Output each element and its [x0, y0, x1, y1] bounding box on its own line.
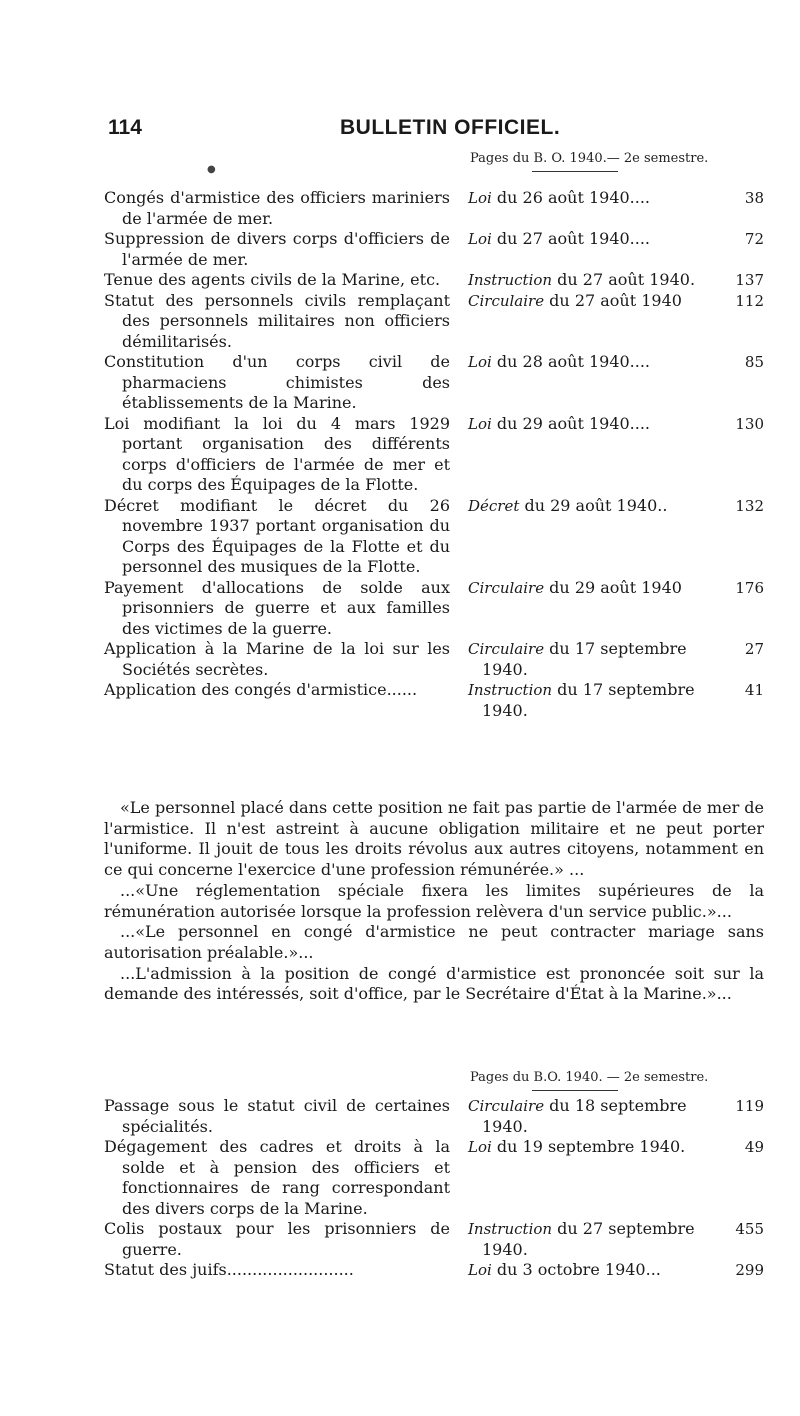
reference-date: du 17 septembre 1940.: [482, 680, 695, 720]
page-header: [108, 116, 758, 148]
reference-type: Loi: [468, 414, 492, 433]
reference-type: Instruction: [468, 271, 553, 289]
index-row: [104, 496, 764, 578]
reference-date: du 27 août 1940.: [552, 270, 696, 289]
row-subject: Décret modifiant le décret du 26 novembre 1937 portant organisation du Corps des Équipages de la Flotte et du personnel des musiques de la Flotte.: [104, 495, 450, 576]
index-row: [104, 188, 764, 229]
row-reference: [468, 229, 706, 250]
row-subject: Dégagement des cadres et droits à la solde et à pension des officiers et fonctionnaires de rang correspondant des divers corps de la Marine.: [104, 1137, 450, 1218]
row-subject: Statut des juifs.........................: [104, 1260, 354, 1279]
index-row: [104, 1260, 764, 1281]
row-page-number: 38: [744, 189, 764, 207]
row-subject: Congés d'armistice des officiers mariniers de l'armée de mer.: [104, 188, 450, 228]
row-subject: Colis postaux pour les prisonniers de guerre.: [104, 1219, 450, 1259]
row-reference: [468, 1260, 706, 1281]
row-page-number: 130: [735, 414, 764, 433]
row-subject: Application à la Marine de la loi sur les Sociétés secrètes.: [104, 639, 450, 679]
row-page-number: 85: [744, 353, 764, 371]
reference-date: du 17 septembre 1940.: [482, 639, 687, 679]
reference-type: Circulaire: [468, 578, 545, 597]
row-page-number: 137: [735, 271, 764, 289]
row-subject: Statut des personnels civils remplaçant des personnels militaires non officiers démilitarisés.: [104, 290, 450, 351]
index-row: [104, 291, 764, 353]
index-row: [104, 270, 764, 291]
reference-date: du 27 août 1940....: [491, 229, 651, 248]
paragraph: ...L'admission à la position de congé d'armistice est prononcée soit sur la demande des intéressés, soit d'office, par le Secrétaire d'État à la Marine.»...: [104, 963, 764, 1004]
running-title: BULLETIN OFFICIEL.: [340, 116, 561, 139]
reference-type: Instruction: [468, 681, 553, 699]
row-reference: [468, 1219, 706, 1260]
reference-type: Circulaire: [468, 1097, 545, 1115]
index-table-1: [104, 188, 764, 721]
reference-date: du 27 août 1940: [544, 290, 682, 310]
reference-type: Loi: [468, 353, 492, 371]
row-subject: Tenue des agents civils de la Marine, etc.: [104, 270, 441, 289]
index-row: [104, 414, 764, 496]
reference-date: du 29 août 1940....: [491, 413, 651, 433]
row-reference: [468, 270, 706, 291]
row-reference: [468, 639, 706, 680]
reference-date: du 29 août 1940: [544, 577, 682, 597]
row-page-number: 132: [735, 496, 764, 515]
row-reference: [468, 578, 706, 599]
pages-column-label: Pages du B. O. 1940.— 2e semestre.: [470, 151, 709, 166]
row-subject: Application des congés d'armistice......: [104, 680, 418, 699]
row-page-number: 176: [735, 578, 764, 597]
reference-type: Circulaire: [468, 640, 545, 658]
index-row: [104, 680, 764, 721]
reference-type: Instruction: [468, 1220, 553, 1238]
row-page-number: 41: [744, 681, 764, 699]
index-row: [104, 352, 764, 414]
reference-date: du 28 août 1940....: [491, 352, 651, 371]
reference-type: Loi: [468, 189, 492, 207]
row-subject: Payement d'allocations de solde aux prisonniers de guerre et aux familles des victimes de la guerre.: [104, 577, 450, 638]
index-row: [104, 578, 764, 640]
row-subject: Suppression de divers corps d'officiers de l'armée de mer.: [104, 229, 450, 269]
index-row: [104, 1219, 764, 1260]
row-reference: [468, 1137, 706, 1158]
index-row: [104, 1096, 764, 1137]
reference-type: Décret: [468, 496, 520, 515]
row-page-number: 49: [744, 1138, 764, 1156]
row-reference: [468, 291, 706, 312]
row-page-number: 72: [744, 230, 764, 248]
row-reference: [468, 496, 706, 517]
reference-type: Circulaire: [468, 291, 545, 310]
row-reference: [468, 352, 706, 373]
reference-type: Loi: [468, 1138, 492, 1156]
row-reference: [468, 1096, 706, 1137]
paragraph: ...«Le personnel en congé d'armistice ne peut contracter mariage sans autorisation préalable.»...: [104, 922, 764, 962]
reference-date: du 3 octobre 1940...: [491, 1260, 661, 1279]
row-reference: [468, 680, 706, 721]
reference-type: Loi: [468, 230, 492, 248]
row-page-number: 119: [735, 1097, 764, 1115]
row-subject: Passage sous le statut civil de certaines spécialités.: [104, 1096, 450, 1136]
reference-type: Loi: [468, 1261, 492, 1279]
quoted-text: [104, 798, 764, 1005]
paragraph: ...«Une réglementation spéciale fixera les limites supérieures de la rémunération autorisée lorsque la profession relèvera d'un service public.»...: [104, 880, 764, 921]
index-table-2: [104, 1096, 764, 1281]
paragraph: «Le personnel placé dans cette position ne fait pas partie de l'armée de mer de l'armistice. Il n'est astreint à aucune obligation militaire et ne peut porter l'uniforme. Il jouit de tous les droits révolus aux autres citoyens, notamment en ce qui concerne l'exercice d'une profession rémunérée.» ...: [104, 798, 765, 880]
index-row: [104, 1137, 764, 1219]
pages-column-label: Pages du B.O. 1940. — 2e semestre.: [470, 1070, 709, 1085]
row-subject: Constitution d'un corps civil de pharmaciens chimistes des établissements de la Marine.: [104, 352, 450, 412]
row-page-number: 112: [735, 291, 764, 310]
reference-date: du 26 août 1940....: [491, 188, 651, 207]
row-subject: Loi modifiant la loi du 4 mars 1929 portant organisation des différents corps d'officiers de l'armée de mer et du corps des Équipages de la Flotte.: [104, 413, 450, 494]
index-row: [104, 229, 764, 270]
row-page-number: 27: [744, 640, 764, 658]
reference-date: du 29 août 1940..: [519, 495, 668, 515]
reference-date: du 18 septembre 1940.: [482, 1096, 687, 1136]
page-number: 114: [108, 116, 142, 139]
reference-date: du 19 septembre 1940.: [491, 1137, 686, 1156]
row-page-number: 455: [735, 1220, 764, 1238]
ornament-mark: ●: [207, 164, 216, 175]
reference-date: du 27 septembre 1940.: [482, 1219, 695, 1259]
index-row: [104, 639, 764, 680]
row-reference: [468, 188, 706, 209]
row-page-number: 299: [735, 1261, 764, 1279]
row-reference: [468, 414, 706, 435]
